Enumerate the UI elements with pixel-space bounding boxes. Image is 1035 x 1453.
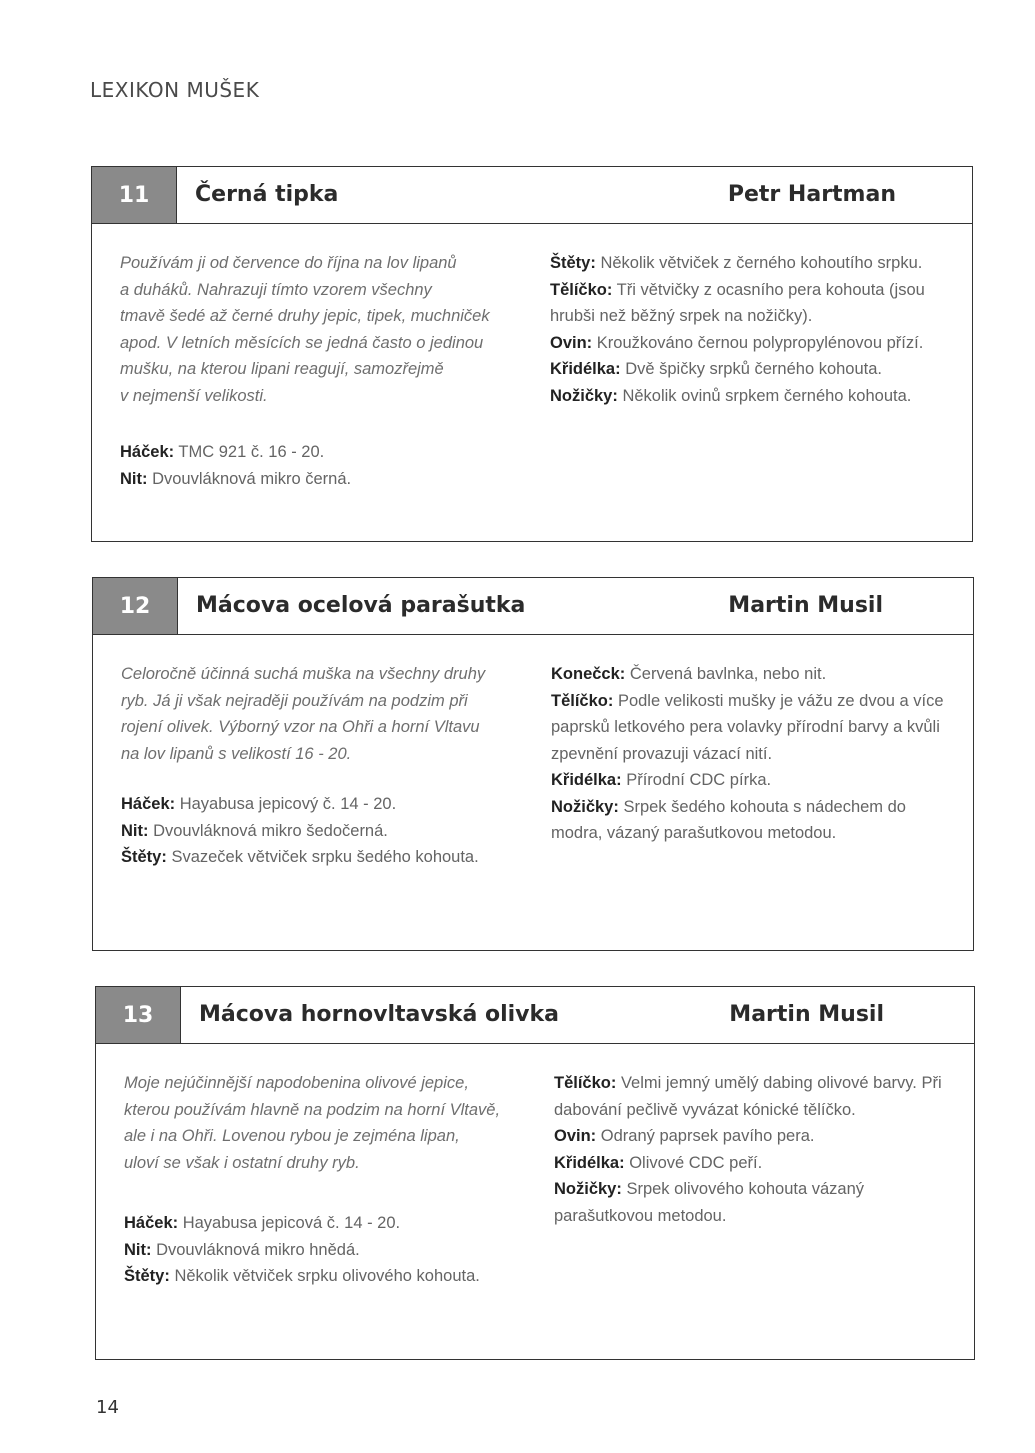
spec-label: Tělíčko:: [554, 1074, 617, 1092]
left-specs: [124, 1210, 524, 1290]
spec-value: Odraný paprsek pavího pera.: [600, 1127, 815, 1145]
spec-value: Dvouvláknová mikro šedočerná.: [153, 821, 388, 840]
spec-label: Háček:: [121, 795, 176, 813]
right-column: [551, 661, 961, 847]
description-line: uloví se však i ostatní druhy ryb.: [124, 1153, 360, 1172]
card-header: [92, 167, 972, 224]
spec-value: Podle velikosti mušky je vážu ze dvou a více paprsků letkového pera volavky přírodní barvy a kvůli zpevnění provazuji vázací nití.: [551, 691, 944, 763]
left-column: [124, 1070, 524, 1290]
spec-label: Nit:: [121, 821, 149, 840]
fly-description: [121, 661, 521, 767]
spec-line: [551, 794, 961, 847]
spec-value: TMC 921 č. 16 - 20.: [178, 443, 325, 461]
spec-value: Olivové CDC peří.: [629, 1153, 763, 1172]
card-header: [93, 578, 973, 635]
spec-value: Dvě špičky srpků černého kohouta.: [625, 360, 883, 378]
fly-number: 11: [92, 167, 177, 223]
fly-card-12: [92, 577, 974, 951]
spec-line: [554, 1150, 964, 1177]
right-column: [550, 250, 960, 409]
fly-number: 12: [93, 578, 178, 634]
spec-label: Tělíčko:: [551, 691, 614, 710]
spec-value: Hayabusa jepicová č. 14 - 20.: [182, 1214, 401, 1232]
fly-card-13: [95, 986, 975, 1360]
spec-label: Křidélka:: [551, 771, 622, 789]
spec-label: Ovin:: [550, 333, 593, 352]
spec-line: [120, 466, 520, 493]
spec-value: Několik ovinů srpkem černého kohouta.: [622, 386, 912, 405]
description-line: ale i na Ohři. Lovenou rybou je zejména lipan,: [124, 1127, 460, 1145]
description-line: na lov lipanů s velikostí 16 - 20.: [121, 744, 352, 763]
right-column: [554, 1070, 964, 1229]
fly-description: [120, 250, 520, 409]
spec-line: [550, 383, 960, 410]
description-line: Moje nejúčinnější napodobenina olivové jepice,: [124, 1074, 469, 1092]
spec-label: Nožičky:: [551, 797, 619, 816]
spec-line: [121, 818, 521, 845]
spec-label: Křidélka:: [554, 1153, 625, 1172]
spec-label: Tělíčko:: [550, 280, 613, 299]
spec-line: [550, 330, 960, 357]
spec-value: Velmi jemný umělý dabing olivové barvy. Při dabování pečlivě vyvázat kónické tělíčko.: [554, 1074, 942, 1119]
spec-line: [554, 1070, 964, 1123]
spec-value: Několik větviček srpku olivového kohouta.: [174, 1267, 480, 1285]
spec-line: [554, 1123, 964, 1150]
fly-title: Mácova hornovltavská olivka: [199, 1002, 559, 1027]
spec-label: Háček:: [120, 443, 175, 461]
description-line: mušku, na kterou lipani reagují, samozřejmě: [120, 360, 444, 378]
spec-label: Nožičky:: [550, 386, 618, 405]
spec-line: [550, 250, 960, 277]
spec-label: Nit:: [120, 469, 148, 488]
fly-description: [124, 1070, 524, 1176]
spec-line: [550, 277, 960, 330]
fly-author: Martin Musil: [729, 1002, 884, 1027]
running-head: LEXIKON MUŠEK: [90, 78, 260, 102]
fly-author: Martin Musil: [728, 593, 883, 618]
spec-label: Křidélka:: [550, 360, 621, 378]
spec-line: [551, 767, 961, 794]
spec-line: [120, 439, 520, 466]
left-column: [120, 250, 520, 492]
spec-line: [124, 1263, 524, 1290]
spec-value: Dvouvláknová mikro černá.: [152, 469, 352, 488]
spec-label: Štěty:: [124, 1267, 170, 1285]
fly-title: Černá tipka: [195, 182, 339, 207]
spec-label: Štěty:: [121, 848, 167, 866]
spec-label: Konečck:: [551, 665, 626, 683]
page-number: 14: [96, 1397, 119, 1418]
spec-label: Štěty:: [550, 254, 596, 272]
description-line: Používám ji od července do října na lov lipanů: [120, 254, 457, 272]
spec-value: Srpek šedého kohouta s nádechem do modra, vázaný parašutkovou metodou.: [551, 797, 906, 842]
left-specs: [121, 791, 521, 871]
card-header: [96, 987, 974, 1044]
spec-label: Nit:: [124, 1240, 152, 1259]
spec-value: Hayabusa jepicový č. 14 - 20.: [179, 795, 397, 813]
spec-value: Červená bavlnka, nebo nit.: [629, 665, 827, 683]
spec-label: Ovin:: [554, 1127, 597, 1145]
description-line: Celoročně účinná suchá muška na všechny druhy: [121, 665, 486, 683]
description-line: tmavě šedé až černé druhy jepic, tipek, muchniček: [120, 307, 490, 325]
spec-label: Háček:: [124, 1214, 179, 1232]
spec-line: [124, 1210, 524, 1237]
spec-value: Přírodní CDC pírka.: [626, 771, 772, 789]
spec-line: [121, 791, 521, 818]
description-line: v nejmenší velikosti.: [120, 386, 268, 405]
spec-line: [121, 844, 521, 871]
fly-author: Petr Hartman: [727, 182, 896, 207]
spec-line: [551, 661, 961, 688]
description-line: ryb. Já ji však nejraději používám na podzim při: [121, 691, 468, 710]
spec-value: Tři větvičky z ocasního pera kohouta (jsou hrubši než běžný srpek na nožičky).: [550, 280, 925, 325]
fly-title: Mácova ocelová parašutka: [196, 593, 526, 618]
spec-line: [550, 356, 960, 383]
fly-number: 13: [96, 987, 181, 1043]
spec-label: Nožičky:: [554, 1180, 622, 1198]
spec-line: [124, 1237, 524, 1264]
left-specs: [120, 439, 520, 492]
spec-line: [551, 688, 961, 768]
spec-value: Svazeček větviček srpku šedého kohouta.: [171, 848, 479, 866]
spec-value: Dvouvláknová mikro hnědá.: [156, 1240, 360, 1259]
description-line: apod. V letních měsících se jedná často o jedinou: [120, 333, 484, 352]
description-line: a duháků. Nahrazuji tímto vzorem všechny: [120, 280, 432, 299]
description-line: kterou používám hlavně na podzim na horní Vltavě,: [124, 1100, 501, 1119]
spec-value: Několik větviček z černého kohoutího srpku.: [600, 254, 923, 272]
left-column: [121, 661, 521, 871]
spec-line: [554, 1176, 964, 1229]
description-line: rojení olivek. Výborný vzor na Ohři a horní Vltavu: [121, 718, 480, 736]
spec-value: Srpek olivového kohouta vázaný parašutkovou metodou.: [554, 1180, 865, 1225]
spec-value: Kroužkováno černou polypropylénovou přízí.: [596, 333, 924, 352]
fly-card-11: [91, 166, 973, 542]
